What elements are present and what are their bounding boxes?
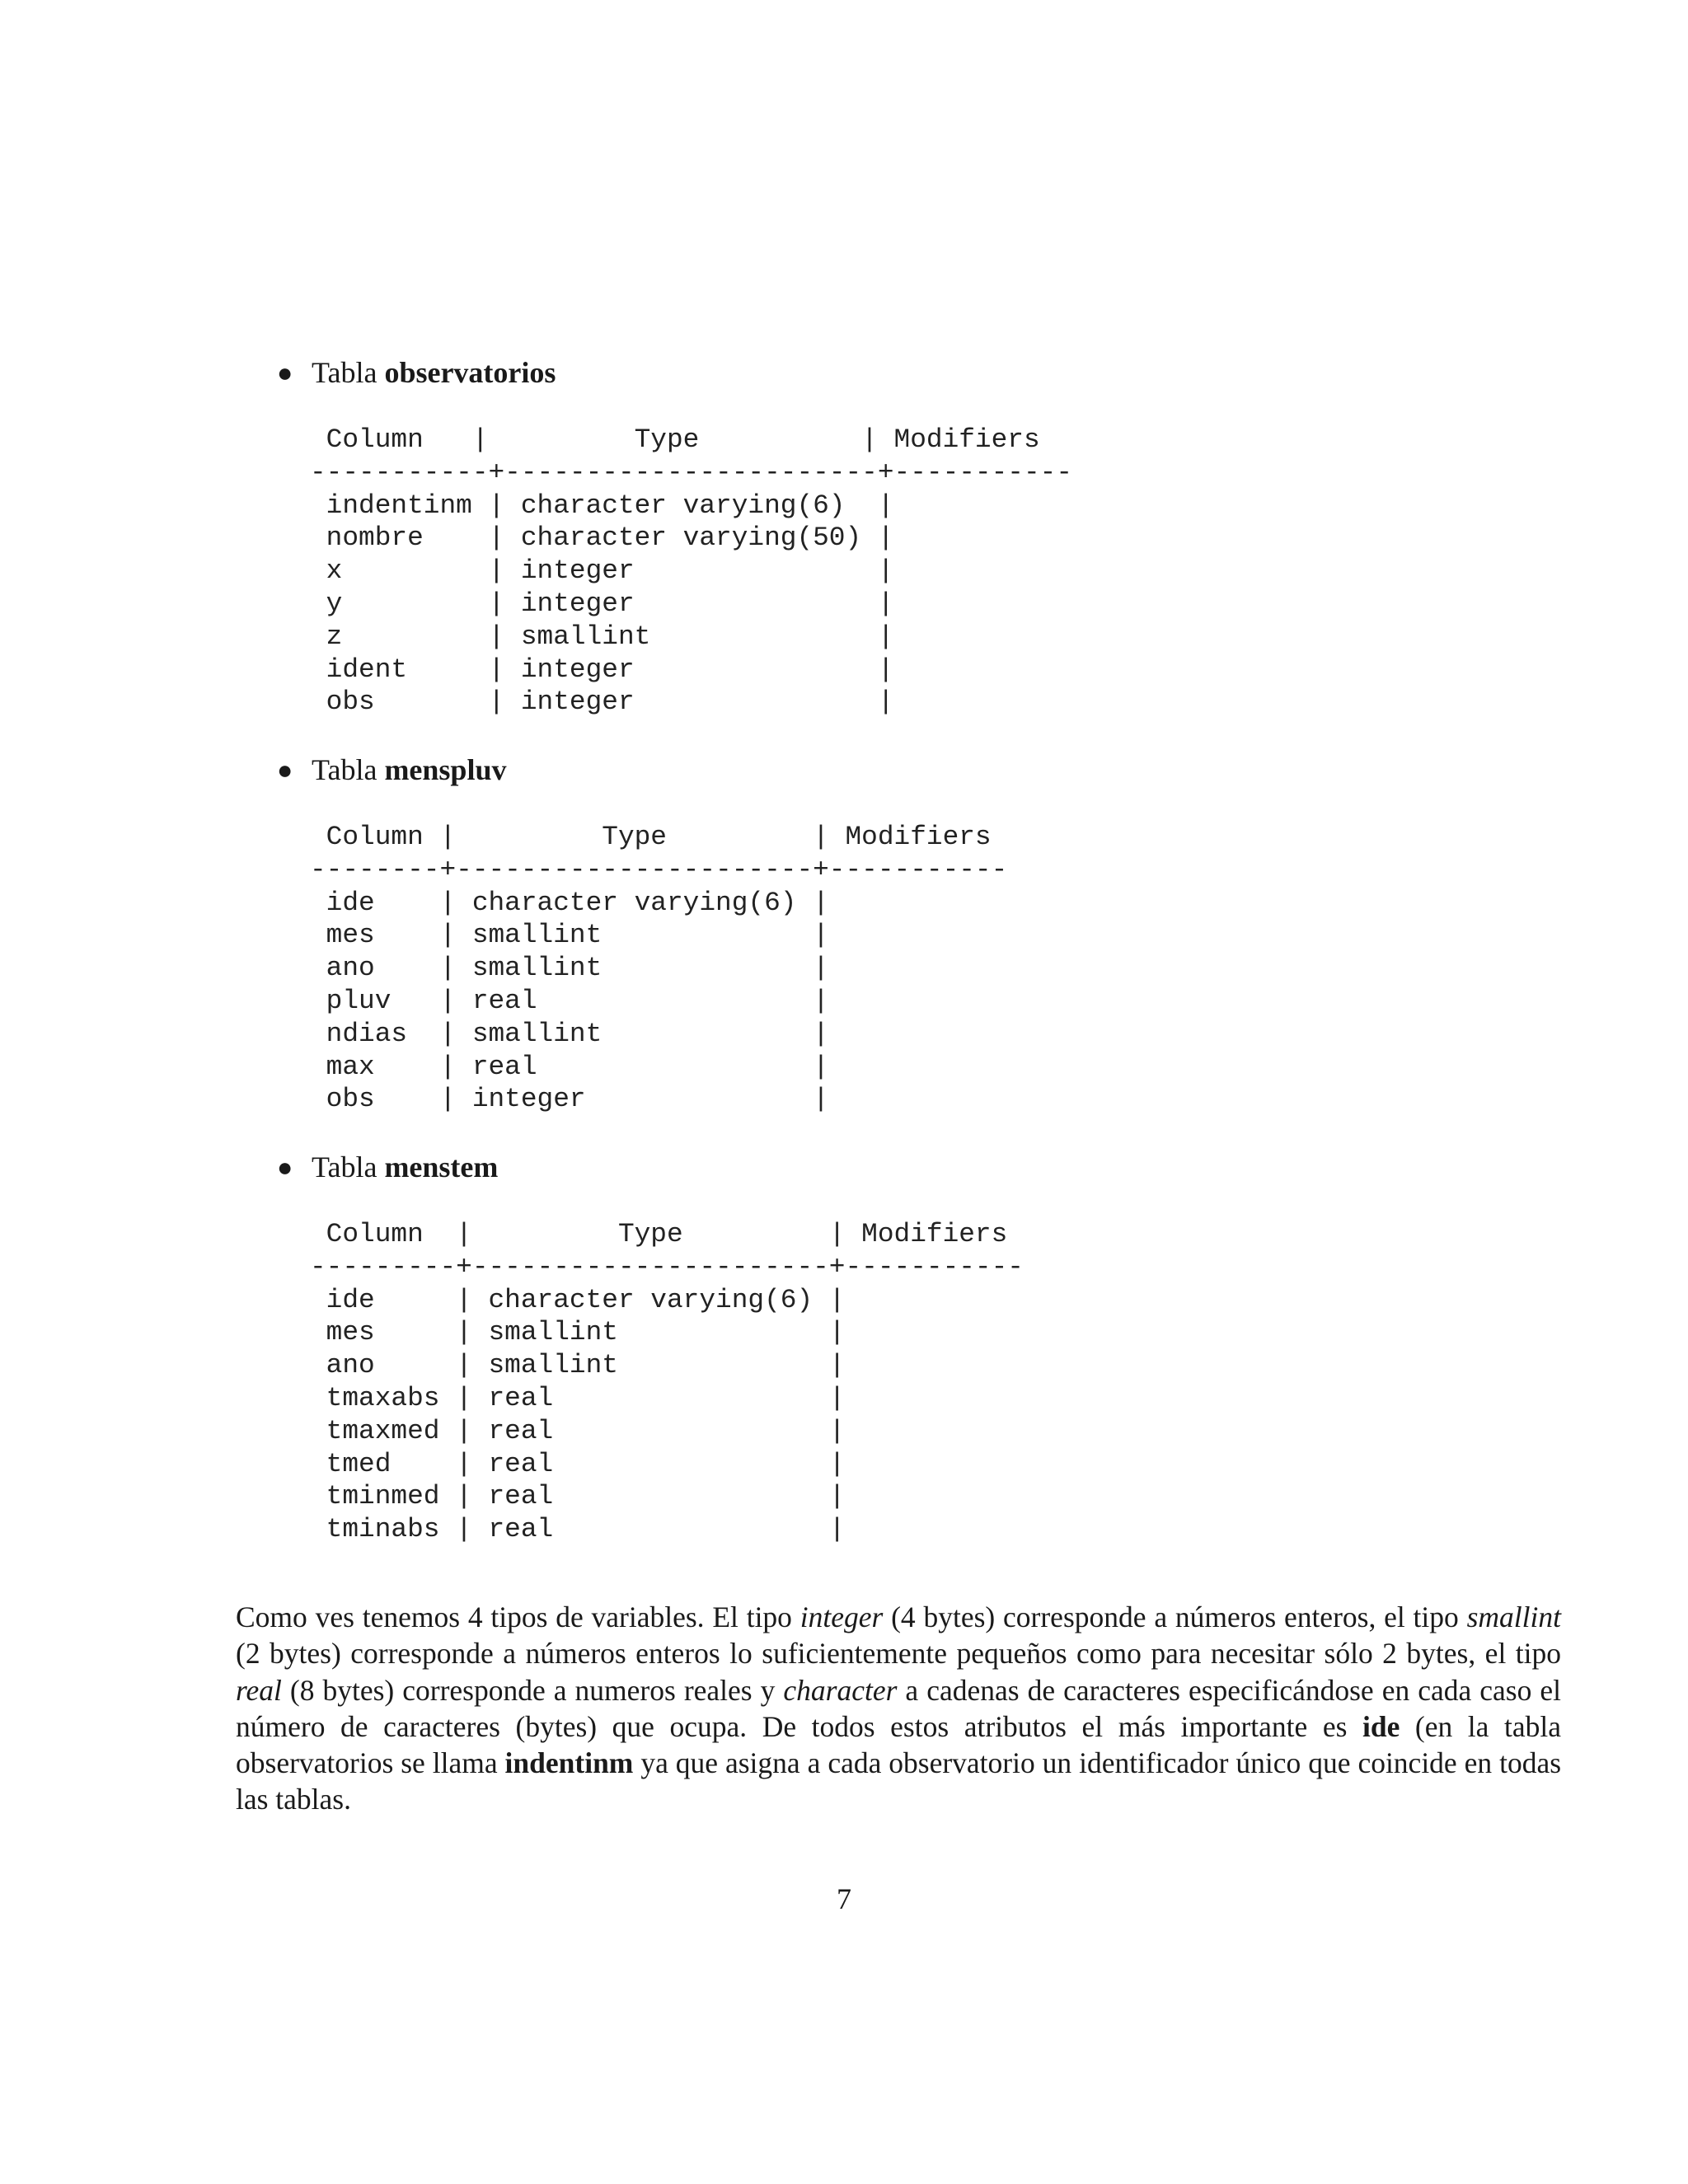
table-name: observatorios bbox=[384, 356, 556, 389]
type-real: real bbox=[236, 1673, 282, 1707]
table-heading-menstem bbox=[277, 1149, 1024, 1185]
bullet-icon: ● bbox=[277, 1152, 293, 1182]
paragraph-text: Como ves tenemos 4 tipos de variables. El tipo bbox=[236, 1601, 800, 1633]
attribute-indentinm: indentinm bbox=[504, 1746, 634, 1780]
paragraph-text: (4 bytes) corresponde a números enteros, el tipo bbox=[883, 1601, 1467, 1633]
table-heading-prefix: Tabla bbox=[312, 1151, 385, 1183]
paragraph-text: (en la tabla observatorios se llama bbox=[236, 1709, 1561, 1780]
bullet-icon: ● bbox=[277, 755, 293, 785]
paragraph-text: (2 bytes) corresponde a números enteros lo suficientemente pequeños como para necesitar sólo 2 bytes, el tipo bbox=[236, 1637, 1561, 1671]
type-integer: integer bbox=[799, 1601, 884, 1633]
section-menspluv bbox=[277, 752, 1007, 1116]
type-smallint: smallint bbox=[1466, 1601, 1561, 1633]
section-menstem bbox=[277, 1149, 1024, 1546]
section-observatorios bbox=[277, 354, 1072, 719]
table-heading-menspluv bbox=[277, 752, 1007, 788]
table-schema-observatorios: Column | Type | Modifiers -----------+-----------------------+----------- indentinm | character varying(6) | nombre | character varying(50) | x | integer | y | integer | z | smallint | ident | integer | obs | integer | bbox=[310, 424, 1073, 718]
page-number: 7 bbox=[837, 1882, 851, 1915]
table-heading-observatorios bbox=[277, 354, 1072, 391]
paragraph-text: (8 bytes) corresponde a numeros reales y bbox=[281, 1673, 784, 1707]
paragraph-text: a cadenas de caracteres especificándose en cada caso el número de caracteres (bytes) que ocupa. De todos estos atributos el más importante es bbox=[236, 1673, 1561, 1743]
table-name: menstem bbox=[384, 1151, 499, 1183]
explanation-paragraph bbox=[236, 1599, 1561, 1818]
table-heading-prefix: Tabla bbox=[312, 356, 385, 389]
attribute-ide: ide bbox=[1362, 1709, 1400, 1743]
table-heading-prefix: Tabla bbox=[312, 753, 385, 786]
table-name: menspluv bbox=[384, 753, 507, 786]
bullet-icon: ● bbox=[277, 358, 293, 387]
type-character: character bbox=[783, 1673, 898, 1707]
paragraph-text: ya que asigna a cada observatorio un identificador único que coincide en todas las tablas. bbox=[236, 1746, 1562, 1816]
table-schema-menspluv: Column | Type | Modifiers --------+----------------------+----------- ide | character varying(6) | mes | smallint | ano | smallint | pluv | real | ndias | smallint | max | real | obs | integer | bbox=[310, 822, 1008, 1115]
table-schema-menstem: Column | Type | Modifiers ---------+----------------------+----------- ide | character varying(6) | mes | smallint | ano | smallint | tmaxabs | real | tmaxmed | real | tmed | real | tminmed | real | tminabs | real | bbox=[310, 1219, 1024, 1545]
